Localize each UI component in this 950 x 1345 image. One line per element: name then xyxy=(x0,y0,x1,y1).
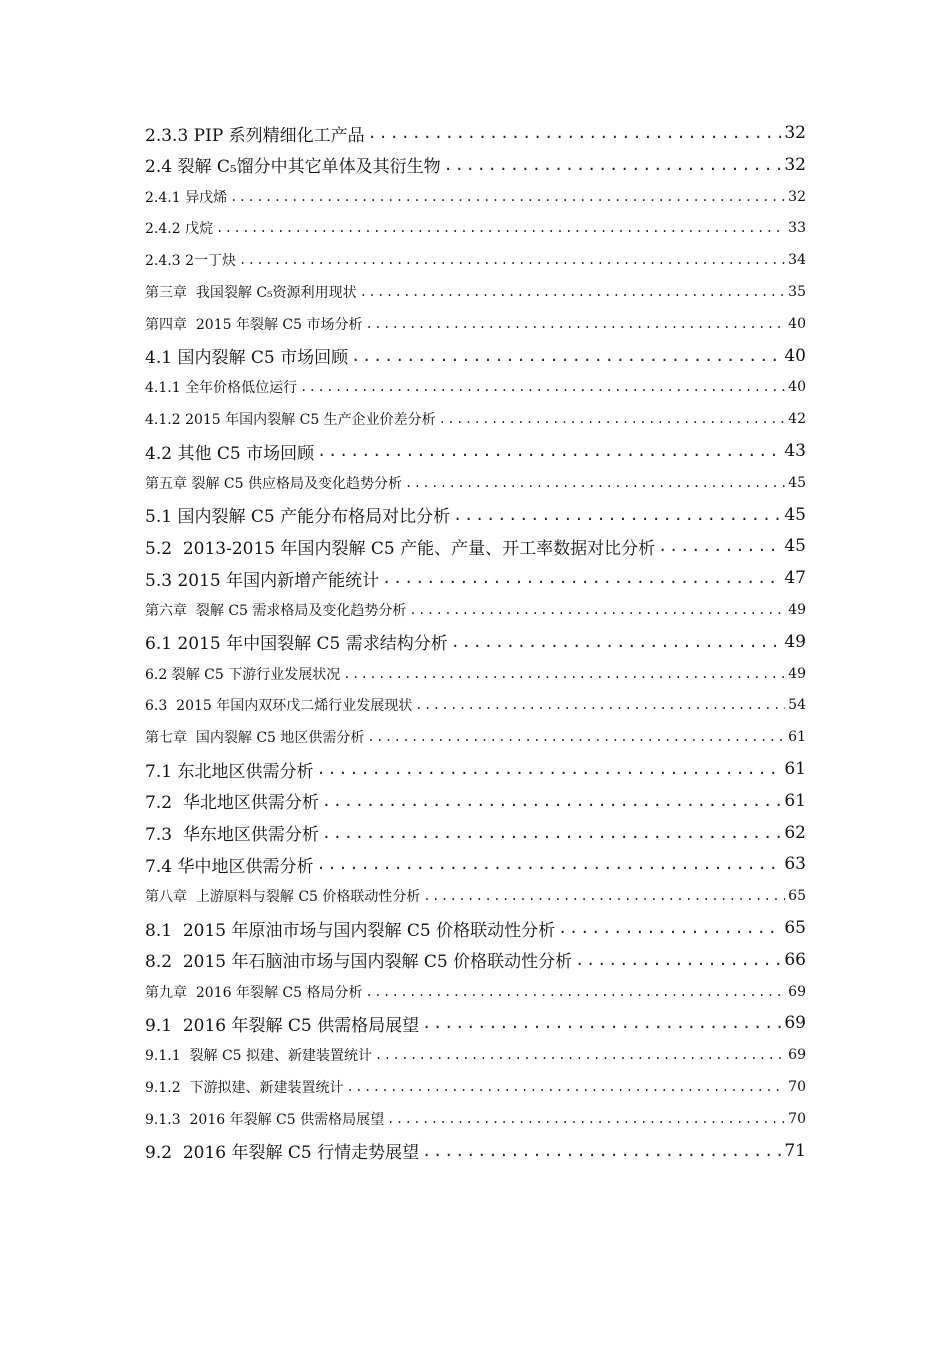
toc-entry-page-number: 61 xyxy=(784,759,806,779)
toc-entry-page-number: 71 xyxy=(784,1140,806,1161)
dot-leader xyxy=(415,698,785,712)
toc-entry-title: 5.2 2013-2015 年国内裂解 C5 产能、产量、开工率数据对比分析 xyxy=(145,538,656,559)
dot-leader xyxy=(366,317,786,331)
toc-entry xyxy=(145,1105,806,1133)
toc-entry xyxy=(145,819,806,847)
dot-leader xyxy=(451,633,782,651)
toc-entry xyxy=(145,246,806,274)
dot-leader xyxy=(216,221,785,235)
dot-leader xyxy=(347,1080,786,1094)
dot-leader xyxy=(453,506,781,524)
toc-entry-page-number: 69 xyxy=(788,983,806,1000)
toc-entry xyxy=(145,914,806,942)
dot-leader xyxy=(575,951,781,969)
dot-leader xyxy=(322,792,782,810)
toc-entry xyxy=(145,1009,806,1037)
dot-leader xyxy=(343,667,785,681)
dot-leader xyxy=(658,537,781,555)
dot-leader xyxy=(405,476,785,490)
toc-entry-page-number: 54 xyxy=(788,697,806,714)
dot-leader xyxy=(239,253,785,267)
toc-entry-page-number: 33 xyxy=(788,220,806,237)
dot-leader xyxy=(382,569,781,587)
toc-entry-page-number: 35 xyxy=(788,284,806,300)
dot-leader xyxy=(351,347,781,365)
toc-entry-page-number: 66 xyxy=(784,949,806,970)
toc-entry xyxy=(145,723,806,751)
toc-entry xyxy=(145,310,806,338)
toc-entry-page-number: 69 xyxy=(784,1013,806,1034)
toc-entry-page-number: 32 xyxy=(784,154,806,175)
toc-entry-title: 第八章 上游原料与裂解 C5 价格联动性分析 xyxy=(145,889,421,906)
dot-leader xyxy=(230,190,785,204)
toc-entry xyxy=(145,978,806,1006)
toc-entry-page-number: 45 xyxy=(788,474,806,491)
toc-entry-title: 7.3 华东地区供需分析 xyxy=(145,825,319,846)
dot-leader xyxy=(444,156,782,174)
toc-entry-title: 8.2 2015 年石脑油市场与国内裂解 C5 价格联动性分析 xyxy=(145,952,573,973)
toc-entry xyxy=(145,469,806,497)
toc-entry-page-number: 70 xyxy=(788,1079,806,1095)
toc-entry-page-number: 70 xyxy=(788,1110,806,1127)
toc-entry xyxy=(145,119,806,147)
toc-entry-title: 2.4.3 2一丁炔 xyxy=(145,253,236,270)
toc-entry xyxy=(145,1073,806,1101)
toc-entry-title: 第九章 2016 年裂解 C5 格局分析 xyxy=(145,984,363,1001)
toc-entry-title: 9.1.3 2016 年裂解 C5 供需格局展望 xyxy=(145,1111,385,1128)
toc-entry xyxy=(145,1137,806,1165)
dot-leader xyxy=(368,124,782,142)
dot-leader xyxy=(322,824,782,842)
dot-leader xyxy=(367,730,785,744)
toc-entry-page-number: 62 xyxy=(784,822,806,843)
toc-entry xyxy=(145,278,806,306)
toc-entry xyxy=(145,755,806,783)
dot-leader xyxy=(375,1048,785,1062)
toc-entry-title: 第三章 我国裂解 C₅资源利用现状 xyxy=(145,285,357,301)
toc-entry-title: 2.4.2 戊烷 xyxy=(145,221,214,238)
toc-entry xyxy=(145,660,806,688)
toc-entry-page-number: 49 xyxy=(784,631,806,652)
toc-entry-title: 第四章 2015 年裂解 C5 市场分析 xyxy=(145,316,363,333)
toc-entry-title: 4.1.1 全年价格低位运行 xyxy=(145,380,298,397)
dot-leader xyxy=(316,855,781,873)
toc-entry-page-number: 49 xyxy=(788,602,806,618)
toc-entry-title: 6.2 裂解 C5 下游行业发展状况 xyxy=(145,666,341,683)
toc-entry xyxy=(145,437,806,465)
toc-entry-title: 2.4.1 异戊烯 xyxy=(145,189,228,206)
toc-entry-title: 4.1.2 2015 年国内裂解 C5 生产企业价差分析 xyxy=(145,412,436,429)
toc-entry-page-number: 40 xyxy=(788,315,806,332)
dot-leader xyxy=(366,985,786,999)
dot-leader xyxy=(300,380,785,394)
toc-entry xyxy=(145,151,806,179)
toc-entry-page-number: 40 xyxy=(784,345,806,366)
toc-entry-title: 2.3.3 PIP 系列精细化工产品 xyxy=(145,125,365,146)
toc-entry-title: 第五章 裂解 C5 供应格局及变化趋势分析 xyxy=(145,475,402,492)
toc-entry-page-number: 65 xyxy=(784,918,806,938)
toc-entry-page-number: 32 xyxy=(788,188,806,205)
toc-entry xyxy=(145,532,806,560)
toc-entry xyxy=(145,628,806,656)
toc-entry xyxy=(145,691,806,719)
dot-leader xyxy=(316,760,781,778)
toc-entry-title: 7.4 华中地区供需分析 xyxy=(145,856,314,877)
dot-leader xyxy=(409,603,785,617)
dot-leader xyxy=(387,1112,785,1126)
toc-entry-title: 6.1 2015 年中国裂解 C5 需求结构分析 xyxy=(145,634,448,655)
toc-entry-title: 7.1 东北地区供需分析 xyxy=(145,761,314,782)
toc-entry-title: 8.1 2015 年原油市场与国内裂解 C5 价格联动性分析 xyxy=(145,920,556,941)
toc-entry xyxy=(145,501,806,529)
toc-entry-page-number: 40 xyxy=(788,379,806,396)
toc-entry-title: 第七章 国内裂解 C5 地区供需分析 xyxy=(145,730,365,747)
toc-entry-page-number: 42 xyxy=(788,411,806,428)
toc-entry-title: 4.2 其他 C5 市场回顾 xyxy=(145,443,315,464)
toc-entry-title: 5.1 国内裂解 C5 产能分布格局对比分析 xyxy=(145,507,451,528)
toc-entry-page-number: 49 xyxy=(788,665,806,682)
toc-entry-title: 第六章 裂解 C5 需求格局及变化趋势分析 xyxy=(145,603,407,619)
toc-entry-page-number: 32 xyxy=(784,123,806,143)
toc-entry xyxy=(145,373,806,401)
toc-entry xyxy=(145,850,806,878)
dot-leader xyxy=(423,889,785,903)
toc-entry-page-number: 45 xyxy=(784,536,806,557)
dot-leader xyxy=(317,442,781,460)
dot-leader xyxy=(439,412,786,426)
toc-entry-title: 6.3 2015 年国内双环戊二烯行业发展现状 xyxy=(145,698,413,715)
toc-entry xyxy=(145,946,806,974)
dot-leader xyxy=(422,1142,781,1160)
toc-entry-title: 9.1.2 下游拟建、新建装置统计 xyxy=(145,1080,344,1096)
toc-entry xyxy=(145,183,806,211)
toc-entry xyxy=(145,1041,806,1069)
toc-entry xyxy=(145,405,806,433)
dot-leader xyxy=(360,285,785,299)
toc-entry xyxy=(145,342,806,370)
toc-entry-title: 9.1.1 裂解 C5 拟建、新建装置统计 xyxy=(145,1048,373,1065)
toc-entry xyxy=(145,564,806,592)
toc-entry-title: 4.1 国内裂解 C5 市场回顾 xyxy=(145,348,349,369)
toc-entry-title: 7.2 华北地区供需分析 xyxy=(145,793,319,814)
toc-entry xyxy=(145,214,806,242)
toc-entry-page-number: 43 xyxy=(784,441,806,461)
toc-entry-page-number: 34 xyxy=(788,252,806,269)
dot-leader xyxy=(558,919,781,937)
toc-entry xyxy=(145,787,806,815)
toc-entry-page-number: 63 xyxy=(784,854,806,875)
toc-entry-page-number: 61 xyxy=(784,790,806,811)
toc-entry-page-number: 69 xyxy=(788,1047,806,1064)
toc-entry xyxy=(145,882,806,910)
toc-entry-title: 9.2 2016 年裂解 C5 行情走势展望 xyxy=(145,1143,420,1164)
toc-entry-title: 5.3 2015 年国内新增产能统计 xyxy=(145,570,380,591)
toc-entry-title: 2.4 裂解 C₅馏分中其它单体及其衍生物 xyxy=(145,157,441,178)
toc-entry-page-number: 61 xyxy=(788,729,806,746)
toc-entry xyxy=(145,596,806,624)
toc-entry-title: 9.1 2016 年裂解 C5 供需格局展望 xyxy=(145,1015,420,1036)
toc-entry-page-number: 45 xyxy=(784,504,806,525)
toc-entry-page-number: 65 xyxy=(788,888,806,905)
dot-leader xyxy=(422,1014,781,1032)
toc-entry-page-number: 47 xyxy=(784,568,806,589)
